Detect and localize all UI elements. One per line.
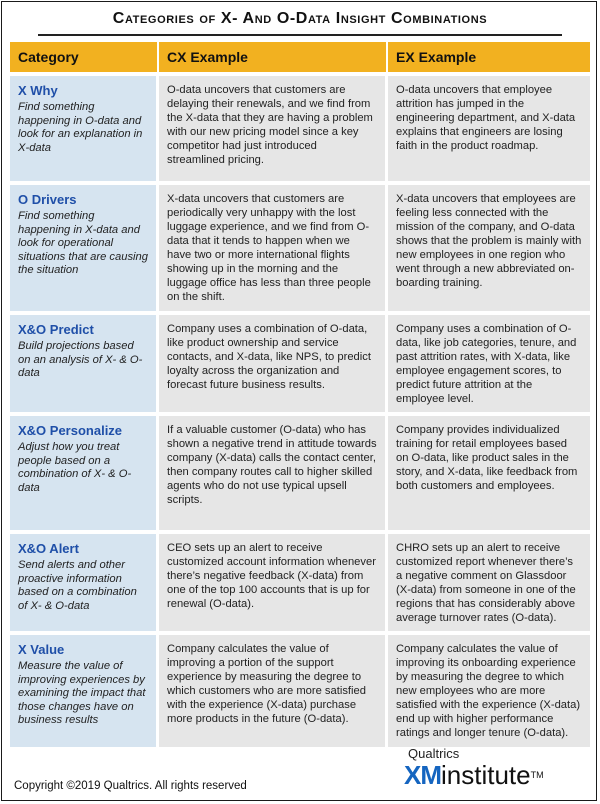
title-underline: [38, 34, 562, 36]
page-title: Categories of X- And O-Data Insight Combinations: [112, 10, 488, 27]
category-name: X&O Alert: [18, 541, 79, 556]
category-description: Adjust how you treat people based on a combination of X- & O-data: [18, 441, 132, 494]
table-row: [10, 72, 590, 181]
column-header-cx: CX Example: [159, 42, 388, 72]
document-frame: [1, 1, 597, 801]
category-description: Send alerts and other proactive information based on a combination of X- & O-data: [18, 559, 137, 612]
logo-wordmark: [404, 761, 586, 789]
category-name: X&O Predict: [18, 322, 94, 337]
category-cell: [10, 181, 159, 311]
category-name: X&O Personalize: [18, 423, 123, 438]
cx-example-cell: Company uses a combination of O-data, like product ownership and service contacts, and X-data, like NPS, to predict loyalty across the organization and forecast future business results.: [159, 311, 388, 412]
ex-example-cell: O-data uncovers that employee attrition has jumped in the engineering department, and X-data explains that engineers are losing faith in the product roadmap.: [388, 72, 590, 181]
qualtrics-xm-institute-logo: [404, 746, 586, 789]
cx-example-cell: X-data uncovers that customers are periodically very unhappy with the lost luggage experience, and we find from O-data that it tends to happen when we have two or more international flights showing up in the morning and the luggage office has less than three people on the shift.: [159, 181, 388, 311]
ex-example-cell: X-data uncovers that employees are feeling less connected with the mission of the company, and O-data shows that the problem is mainly with new employees in one region who went through a new abbreviated on-boarding training.: [388, 181, 590, 311]
cx-example-cell: CEO sets up an alert to receive customized account information whenever there’s negative feedback (X-data) from one of the top 100 accounts that is up for renewal (O-data).: [159, 530, 388, 631]
category-cell: [10, 311, 159, 412]
category-name: X Value: [18, 642, 65, 657]
category-cell: [10, 412, 159, 530]
insight-table: [10, 42, 590, 747]
category-cell: [10, 631, 159, 747]
table-row: [10, 181, 590, 311]
column-header-category: Category: [10, 42, 159, 72]
column-header-ex: EX Example: [388, 42, 590, 72]
category-name: X Why: [18, 83, 58, 98]
cx-example-cell: O-data uncovers that customers are delaying their renewals, and we find from the X-data that they are having a problem with our new pricing model since a key competitor had just introduced streamlined pricing.: [159, 72, 388, 181]
category-cell: [10, 72, 159, 181]
table-row: [10, 530, 590, 631]
ex-example-cell: Company calculates the value of improving its onboarding experience by measuring the degree to which new employees who are more satisfied with the experience (X-data) end up with higher performance ratings and longer tenure (O-data).: [388, 631, 590, 747]
table-row: [10, 631, 590, 747]
table-row: [10, 412, 590, 530]
table-row: [10, 311, 590, 412]
category-name: O Drivers: [18, 192, 77, 207]
category-cell: [10, 530, 159, 631]
cx-example-cell: Company calculates the value of improving a portion of the support experience by measuring the degree to which customers who are more satisfied with the experience (X-data) purchase more products in the future (O-data).: [159, 631, 388, 747]
category-description: Measure the value of improving experiences by examining the impact that those changes have on business results: [18, 660, 146, 726]
ex-example-cell: Company uses a combination of O-data, like job categories, tenure, and past attrition rates, with X-data, like employee engagement scores, to predict future attrition at the employee level.: [388, 311, 590, 412]
logo-qualtrics-text: Qualtrics: [408, 746, 460, 761]
ex-example-cell: Company provides individualized training for retail employees based on O-data, like product sales in the story, and X-data, like feedback from both customers and employees.: [388, 412, 590, 530]
logo-trademark: TM: [530, 770, 544, 780]
ex-example-cell: CHRO sets up an alert to receive customized report whenever there’s a negative comment on Glassdoor (X-data) from someone in one of the regions that has considerably above average turnover rates (O-data).: [388, 530, 590, 631]
copyright-text: Copyright ©2019 Qualtrics. All rights reserved: [14, 780, 247, 792]
category-description: Find something happening in X-data and look for operational situations that are causing the situation: [18, 210, 148, 276]
table-header-row: [10, 42, 590, 72]
logo-institute-text: institute: [441, 760, 531, 790]
category-description: Find something happening in O-data and look for an explanation in X-data: [18, 101, 143, 154]
logo-xm-text: XM: [404, 760, 441, 790]
cx-example-cell: If a valuable customer (O-data) who has shown a negative trend in attitude towards company (X-data) calls the contact center, then company routes call to higher skilled agents who do not use typical upsell scripts.: [159, 412, 388, 530]
category-description: Build projections based on an analysis of X- & O-data: [18, 340, 143, 379]
